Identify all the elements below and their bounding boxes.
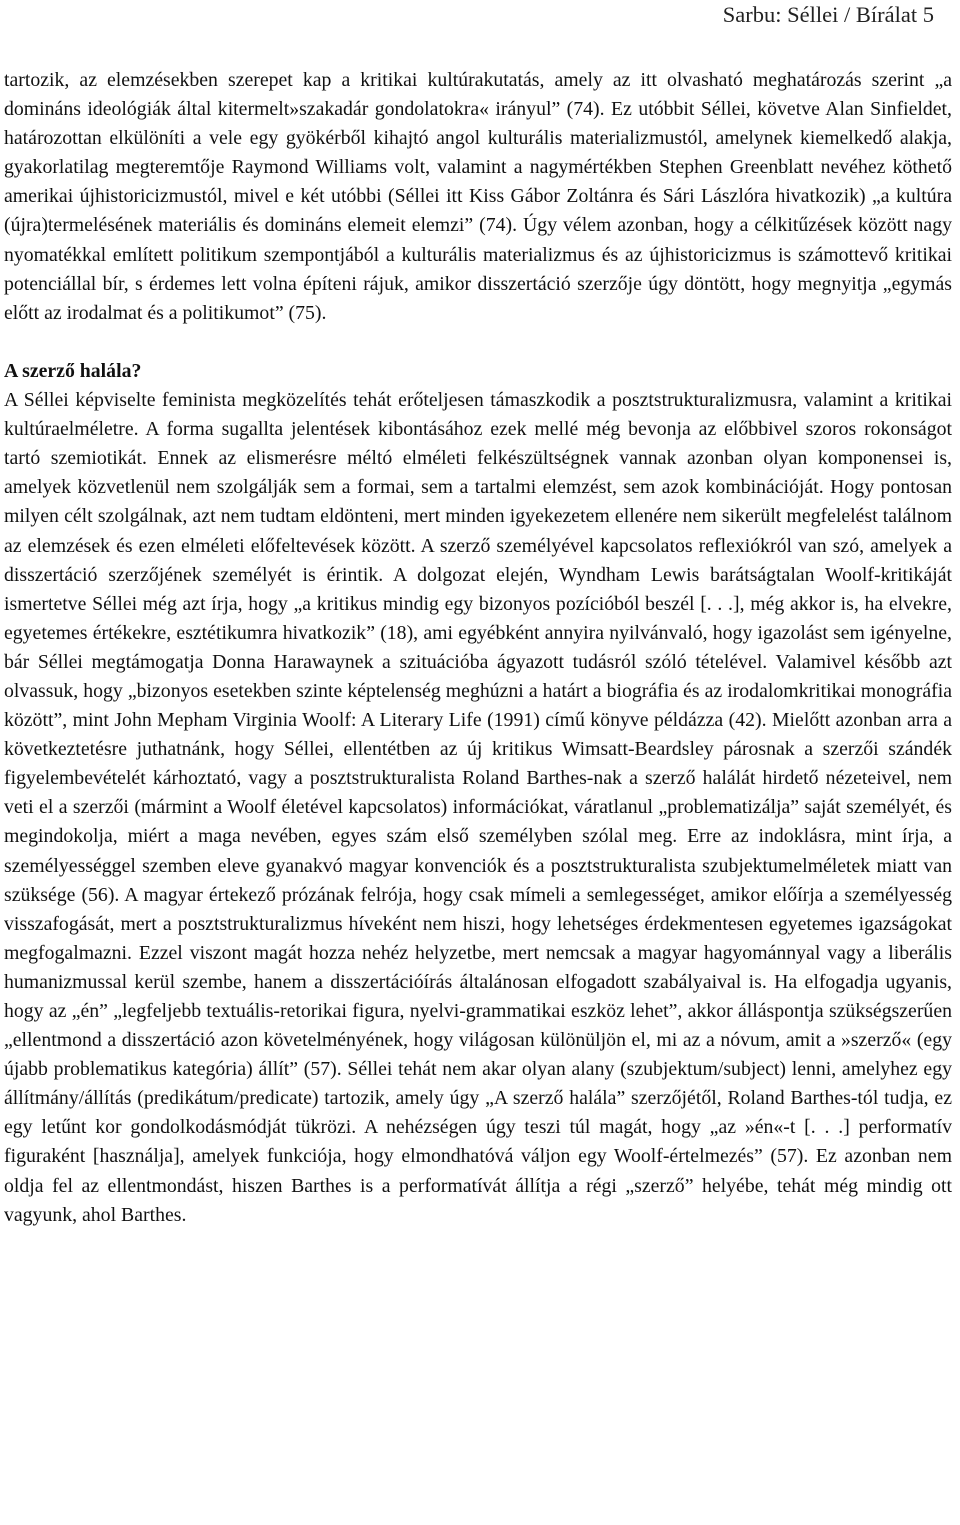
paragraph-main: A Séllei képviselte feminista megközelítés tehát erőteljesen támaszkodik a posztstrukturalizmusra, valamint a kritikai kultúraelméletre. A forma sugallta jelentések kibontásához ezek mellé még bevonja az előbbivel szoros rokonságot tartó szemiotikát. Ennek az elismerésre méltó elméleti felkészültségnek vannak azonban olyan komponensei is, amelyek közvetlenül nem szolgálják sem a formai, sem a tartalmi elemzést, sem azok kombinációját. Hogy pontosan milyen célt szolgálnak, azt nem tudtam eldönteni, mert minden igyekezetem ellenére nem sikerült megfelelést találnom az elemzések és ezen elméleti előfeltevések között. A szerző személyével kapcsolatos reflexiókról van szó, amelyek a disszertáció szerzőjének személyét is érintik. A dolgozat elején, Wyndham Lewis barátságtalan Woolf-kritikáját ismertetve Séllei még azt írja, hogy „a kritikus mindig egy bizonyos pozícióból beszél [. . .], még akkor is, ha elvekre, egyetemes értékekre, esztétikumra hivatkozik” (18), ami egyébként annyira nyilvánvaló, hogy igazolást sem igényelne, bár Séllei megtámogatja Donna Harawaynek a szituációba ágyazott tudásról szóló tételével. Valamivel később azt olvassuk, hogy „bizonyos esetekben szinte képtelenség meghúzni a határt a biográfia és az irodalomkritikai monográfia között”, mint John Mepham Virginia Woolf: A Literary Life (1991) című könyve példázza (42). Mielőtt azonban arra a következtetésre juthatnánk, hogy Séllei, ellentétben az új kritikus Wimsatt-Beardsley párosnak a szerzői szándék figyelembevételét kárhoztató, vagy a posztstrukturalista Roland Barthes-nak a szerző halálát hirdető nézeteivel, nem veti el a szerzői (mármint a Woolf életével kapcsolatos) információkat, váratlanul „problematizálja” saját személyét, és megindokolja, miért a maga nevében, egyes szám első személyben szólal meg. Erre az indoklásra, mint írja, a személyességgel szemben eleve gyanakvó magyar konvenciók és a posztstrukturalista szubjektumelméletek miatt van szüksége (56). A magyar értekező prózának felrója, hogy csak mímeli a semlegességet, amikor előírja a személyesség visszafogását, mert a posztstrukturalizmus híveként nem hiszi, hogy lehetséges érdekmentesen egyetemes igazságokat megfogalmazni. Ezzel viszont magát hozza nehéz helyzetbe, mert nemcsak a magyar hagyománnyal vagy a liberális humanizmussal kerül szembe, hanem a disszertációírás általánosan elfogadott szabályaival is. Ha elfogadja ugyanis, hogy az „én” „legfeljebb textuális-retorikai figura, nyelvi-grammatikai eszköz lehet”, akkor álláspontja szükségszerűen „ellentmond a disszertáció azon követelményének, hogy világosan különüljön el, mi az a nóvum, amit a »szerző« (egy újabb problematikus kategória) állít” (57). Séllei tehát nem akar olyan alany (szubjektum/subject) lenni, amelyhez egy állítmány/állítás (predikátum/predicate) tartozik, amely úgy „A szerző halála” szerzőjétől, Roland Barthes-tól tudja, ez egy letűnt kor gondolkodásmódját tükrözi. A nehézségen úgy teszi túl magát, hogy „az »én«-t [. . .] performatív figuraként [használja], amelyek funkciója, hogy elmondhatóvá váljon egy Woolf-értelmezés” (57). Ez azonban nem oldja fel az ellentmondást, hiszen Barthes is a performatívát állítja a régi „szerző” helyébe, tehát még mindig ott vagyunk, ahol Barthes. bbox=[4, 389, 952, 1226]
paragraph-spacer bbox=[4, 328, 952, 357]
body-text bbox=[4, 66, 952, 1230]
section-heading: A szerző halála? bbox=[4, 359, 142, 382]
running-header: Sarbu: Séllei / Bírálat 5 bbox=[722, 2, 934, 27]
paragraph-intro: tartozik, az elemzésekben szerepet kap a kritikai kultúrakutatás, amely az itt olvasható meghatározás szerint „a domináns ideológiák által kitermelt»szakadár gondolatokra« irányul” (74). Ez utóbbit Séllei, követve Alan Sinfieldet, határozottan elkülöníti a vele egy gyökérből kihajtó angol kulturális materializmustól, amelynek kiemelkedő alakja, gyakorlatilag megteremtője Raymond Williams volt, valamint a nagymértékben Stephen Greenblatt nevéhez köthető amerikai újhistoricizmustól, mivel e két utóbbi (Séllei itt Kiss Gábor Zoltánra és Sári Lászlóra hivatkozik) „a kultúra (újra)termelésének materiális és domináns elemeit elemzi” (74). Úgy vélem azonban, hogy a célkitűzések között nagy nyomatékkal említett politikum szempontjából a kulturális materializmus és az újhistoricizmus is számottevő kritikai potenciállal bír, s érdemes lett volna építeni rájuk, amikor disszertáció szerzője úgy döntött, hogy megnyitja „egymás előtt az irodalmat és a politikumot” (75). bbox=[4, 69, 952, 324]
